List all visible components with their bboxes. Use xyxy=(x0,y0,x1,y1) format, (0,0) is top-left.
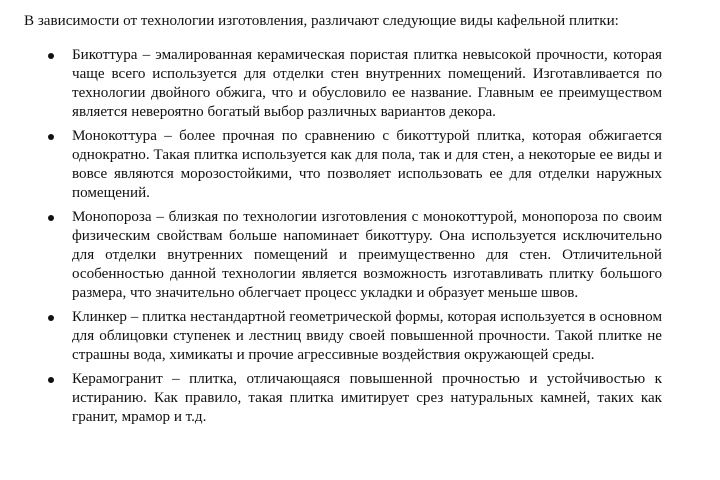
intro-paragraph: В зависимости от технологии изготовления, различают следующие виды кафельной плитки: xyxy=(24,13,619,29)
list-item-text: Монопороза – близкая по технологии изготовления с монокоттурой, монопороза по своим физическим свойствам больше напоминает бикоттуру. Она используется исключительно для отделки внутренних помещений и преимущественно для стен. Отличительной особенностью данной технологии является возможность изготавливать плитку большого размера, что значительно облегчает процесс укладки и образует меньше швов. xyxy=(72,209,662,301)
list-item-text: Монокоттура – более прочная по сравнению с бикоттурой плитка, которая обжигается однократно. Такая плитка используется как для пола, так и для стен, а некоторые ее виды и вовсе являются морозостойкими, что позволяет использовать ее для отделки наружных помещений. xyxy=(72,128,662,201)
list-item-text: Керамогранит – плитка, отличающаяся повышенной прочностью и устойчивостью к истиранию. Как правило, такая плитка имитирует срез натуральных камней, таких как гранит, мрамор и т.д. xyxy=(72,371,662,425)
bullet-icon xyxy=(48,215,54,221)
list-item-bicottura xyxy=(24,46,662,122)
list-item-text: Бикоттура – эмалированная керамическая пористая плитка невысокой прочности, которая чаще всего используется для отделки стен внутренних помещений. Изготавливается по технологии двойного обжига, что и обусловило ее название. Главным ее преимуществом является невероятно богатый выбор различных вариантов декора. xyxy=(72,47,662,120)
list-item-clinker xyxy=(24,308,662,365)
list-item-porcelain-stoneware xyxy=(24,370,662,427)
list-item-monoporosa xyxy=(24,208,662,303)
bullet-icon xyxy=(48,134,54,140)
list-item-monocottura xyxy=(24,127,662,203)
tile-types-list xyxy=(24,46,662,427)
bullet-icon xyxy=(48,315,54,321)
bullet-icon xyxy=(48,377,54,383)
bullet-icon xyxy=(48,53,54,59)
list-item-text: Клинкер – плитка нестандартной геометрической формы, которая используется в основном для облицовки ступенек и лестниц ввиду своей повышенной прочности. Такой плитке не страшны вода, химикаты и прочие агрессивные воздействия окружающей среды. xyxy=(72,309,662,363)
document-body xyxy=(24,12,662,432)
